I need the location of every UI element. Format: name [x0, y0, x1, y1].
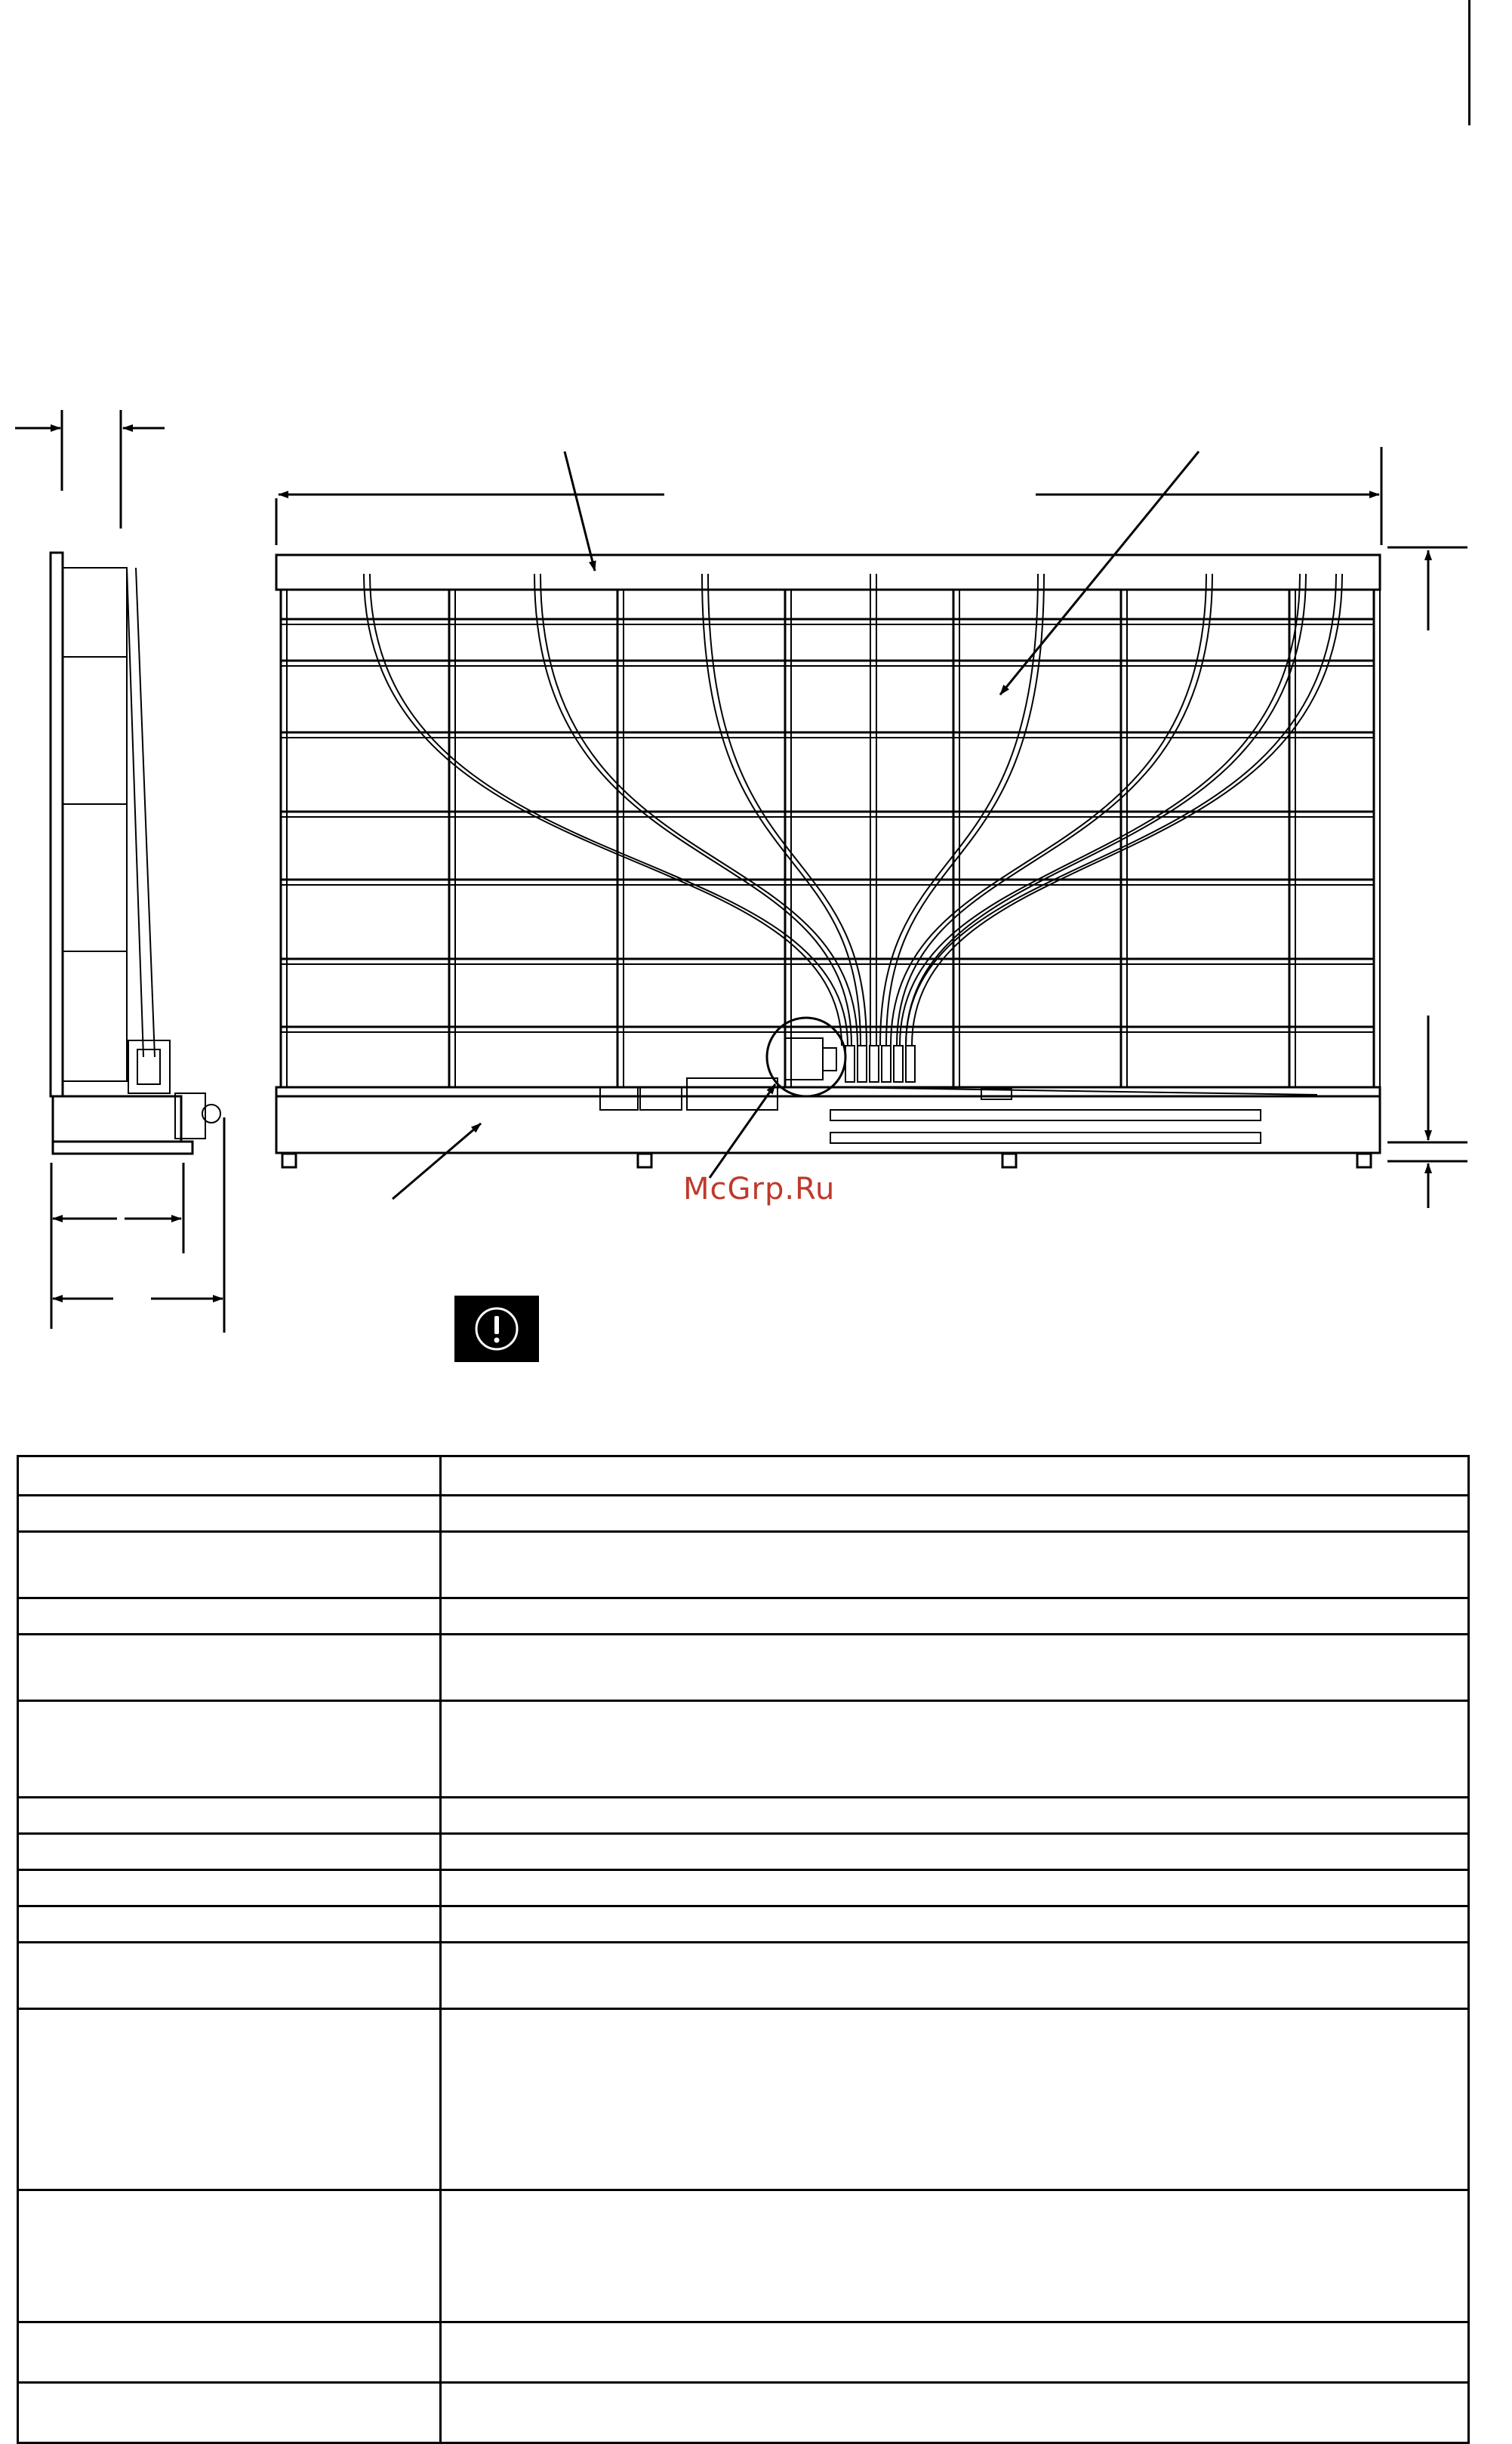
spec-value-cell: [441, 1598, 1469, 1635]
spec-label-cell: [18, 1496, 441, 1532]
spec-label-cell: [18, 2009, 441, 2190]
spec-value-cell: [441, 1635, 1469, 1701]
table-row: [18, 1701, 1469, 1798]
table-row: [18, 2383, 1469, 2443]
table-row: [18, 1496, 1469, 1532]
spec-value-cell: [441, 1906, 1469, 1943]
front-view: [276, 447, 1467, 1208]
spec-value-cell: [441, 1532, 1469, 1598]
spec-value-cell: [441, 2009, 1469, 2190]
spec-label-cell: [18, 1906, 441, 1943]
spec-value-cell: [441, 1943, 1469, 2009]
spec-value-cell: [441, 1834, 1469, 1870]
spec-label-cell: [18, 2383, 441, 2443]
spec-value-cell: [441, 1496, 1469, 1532]
table-row: [18, 1456, 1469, 1496]
spec-label-cell: [18, 1701, 441, 1798]
spec-label-cell: [18, 1456, 441, 1496]
spec-label-cell: [18, 1870, 441, 1906]
spec-value-cell: [441, 1870, 1469, 1906]
table-row: [18, 1598, 1469, 1635]
watermark: McGrp.Ru: [683, 1172, 836, 1207]
spec-value-cell: [441, 1456, 1469, 1496]
spec-label-cell: [18, 2322, 441, 2383]
table-row: [18, 1870, 1469, 1906]
spec-value-cell: [441, 2190, 1469, 2322]
table-row: [18, 2322, 1469, 2383]
table-row: [18, 2190, 1469, 2322]
spec-value-cell: [441, 2383, 1469, 2443]
table-row: [18, 1635, 1469, 1701]
table-row: [18, 1906, 1469, 1943]
table-row: [18, 1532, 1469, 1598]
spec-label-cell: [18, 1943, 441, 2009]
spec-label-cell: [18, 1532, 441, 1598]
spec-label-cell: [18, 1598, 441, 1635]
spec-label-cell: [18, 2190, 441, 2322]
spec-value-cell: [441, 1701, 1469, 1798]
spec-value-cell: [441, 2322, 1469, 2383]
spec-label-cell: [18, 1635, 441, 1701]
exclamation-glyph: [473, 1305, 520, 1352]
table-row: [18, 1834, 1469, 1870]
spec-value-cell: [441, 1798, 1469, 1834]
table-row: [18, 2009, 1469, 2190]
side-view: [15, 410, 224, 1333]
spec-label-cell: [18, 1798, 441, 1834]
spec-label-cell: [18, 1834, 441, 1870]
table-row: [18, 1943, 1469, 2009]
exclamation-circle-icon: [454, 1296, 539, 1362]
spec-table: [17, 1455, 1470, 2444]
table-row: [18, 1798, 1469, 1834]
